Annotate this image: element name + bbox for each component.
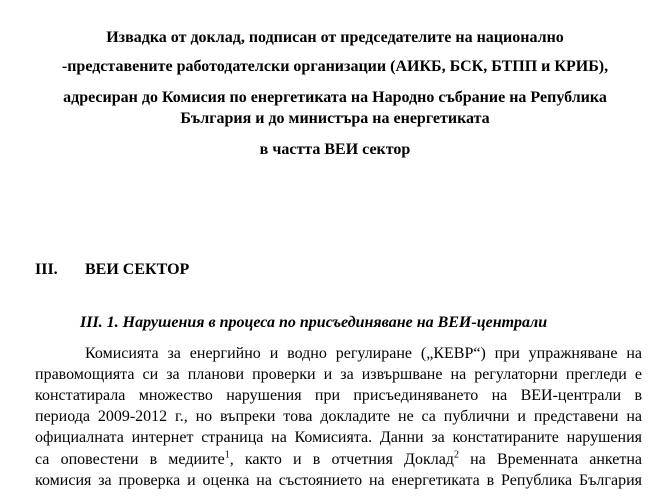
- subsection-heading: III. 1. Нарушения в процеса по присъединяване на ВЕИ-централи: [80, 314, 548, 331]
- paragraph-line-6-part-b: , както и в отчетния Доклад: [229, 451, 454, 468]
- paragraph-line-5: официалната интернет страница на Комисията. Данни за констатираните нарушения: [35, 429, 642, 446]
- section-title: ВЕИ СЕКТОР: [85, 261, 190, 278]
- document-title-line-1: Извадка от доклад, подписан от председателите на национално: [106, 29, 564, 46]
- document-title-line-3: адресиран до Комисия по енергетиката на Народно събрание на Република: [63, 89, 607, 106]
- document-title-line-4: България и до министъра на енергетиката: [180, 110, 490, 127]
- document-title-line-2: -представените работодателски организации (АИКБ, БСК, БТПП и КРИБ),: [61, 58, 609, 75]
- document-title-line-5: в частта ВЕИ сектор: [259, 141, 411, 158]
- paragraph-line-4: периода 2009-2012 г., но въпреки това докладите не са публични и представени на: [35, 408, 642, 425]
- paragraph-line-7: комисия за проверка и оценка на състоянието на енергетиката в Република България: [35, 472, 642, 489]
- footnote-ref-1[interactable]: 1: [224, 449, 230, 461]
- paragraph-line-2: правомощията си за планови проверки и за извършване на регулаторни прегледи е: [35, 366, 642, 383]
- paragraph-line-6-part-a: са оповестени в медиите: [35, 451, 225, 468]
- paragraph-line-6: [35, 450, 642, 470]
- section-heading: [35, 260, 189, 280]
- paragraph-line-3: констатирала множество нарушения при присъединяването на ВЕИ-централи в: [35, 387, 642, 404]
- footnote-ref-2[interactable]: 2: [453, 449, 459, 461]
- section-number: III.: [35, 261, 58, 278]
- paragraph-line-1: Комисията за енергийно и водно регулиране („КЕВР“) при упражняване на: [85, 345, 642, 362]
- paragraph-line-6-part-c: на Временната анкетна: [458, 451, 643, 468]
